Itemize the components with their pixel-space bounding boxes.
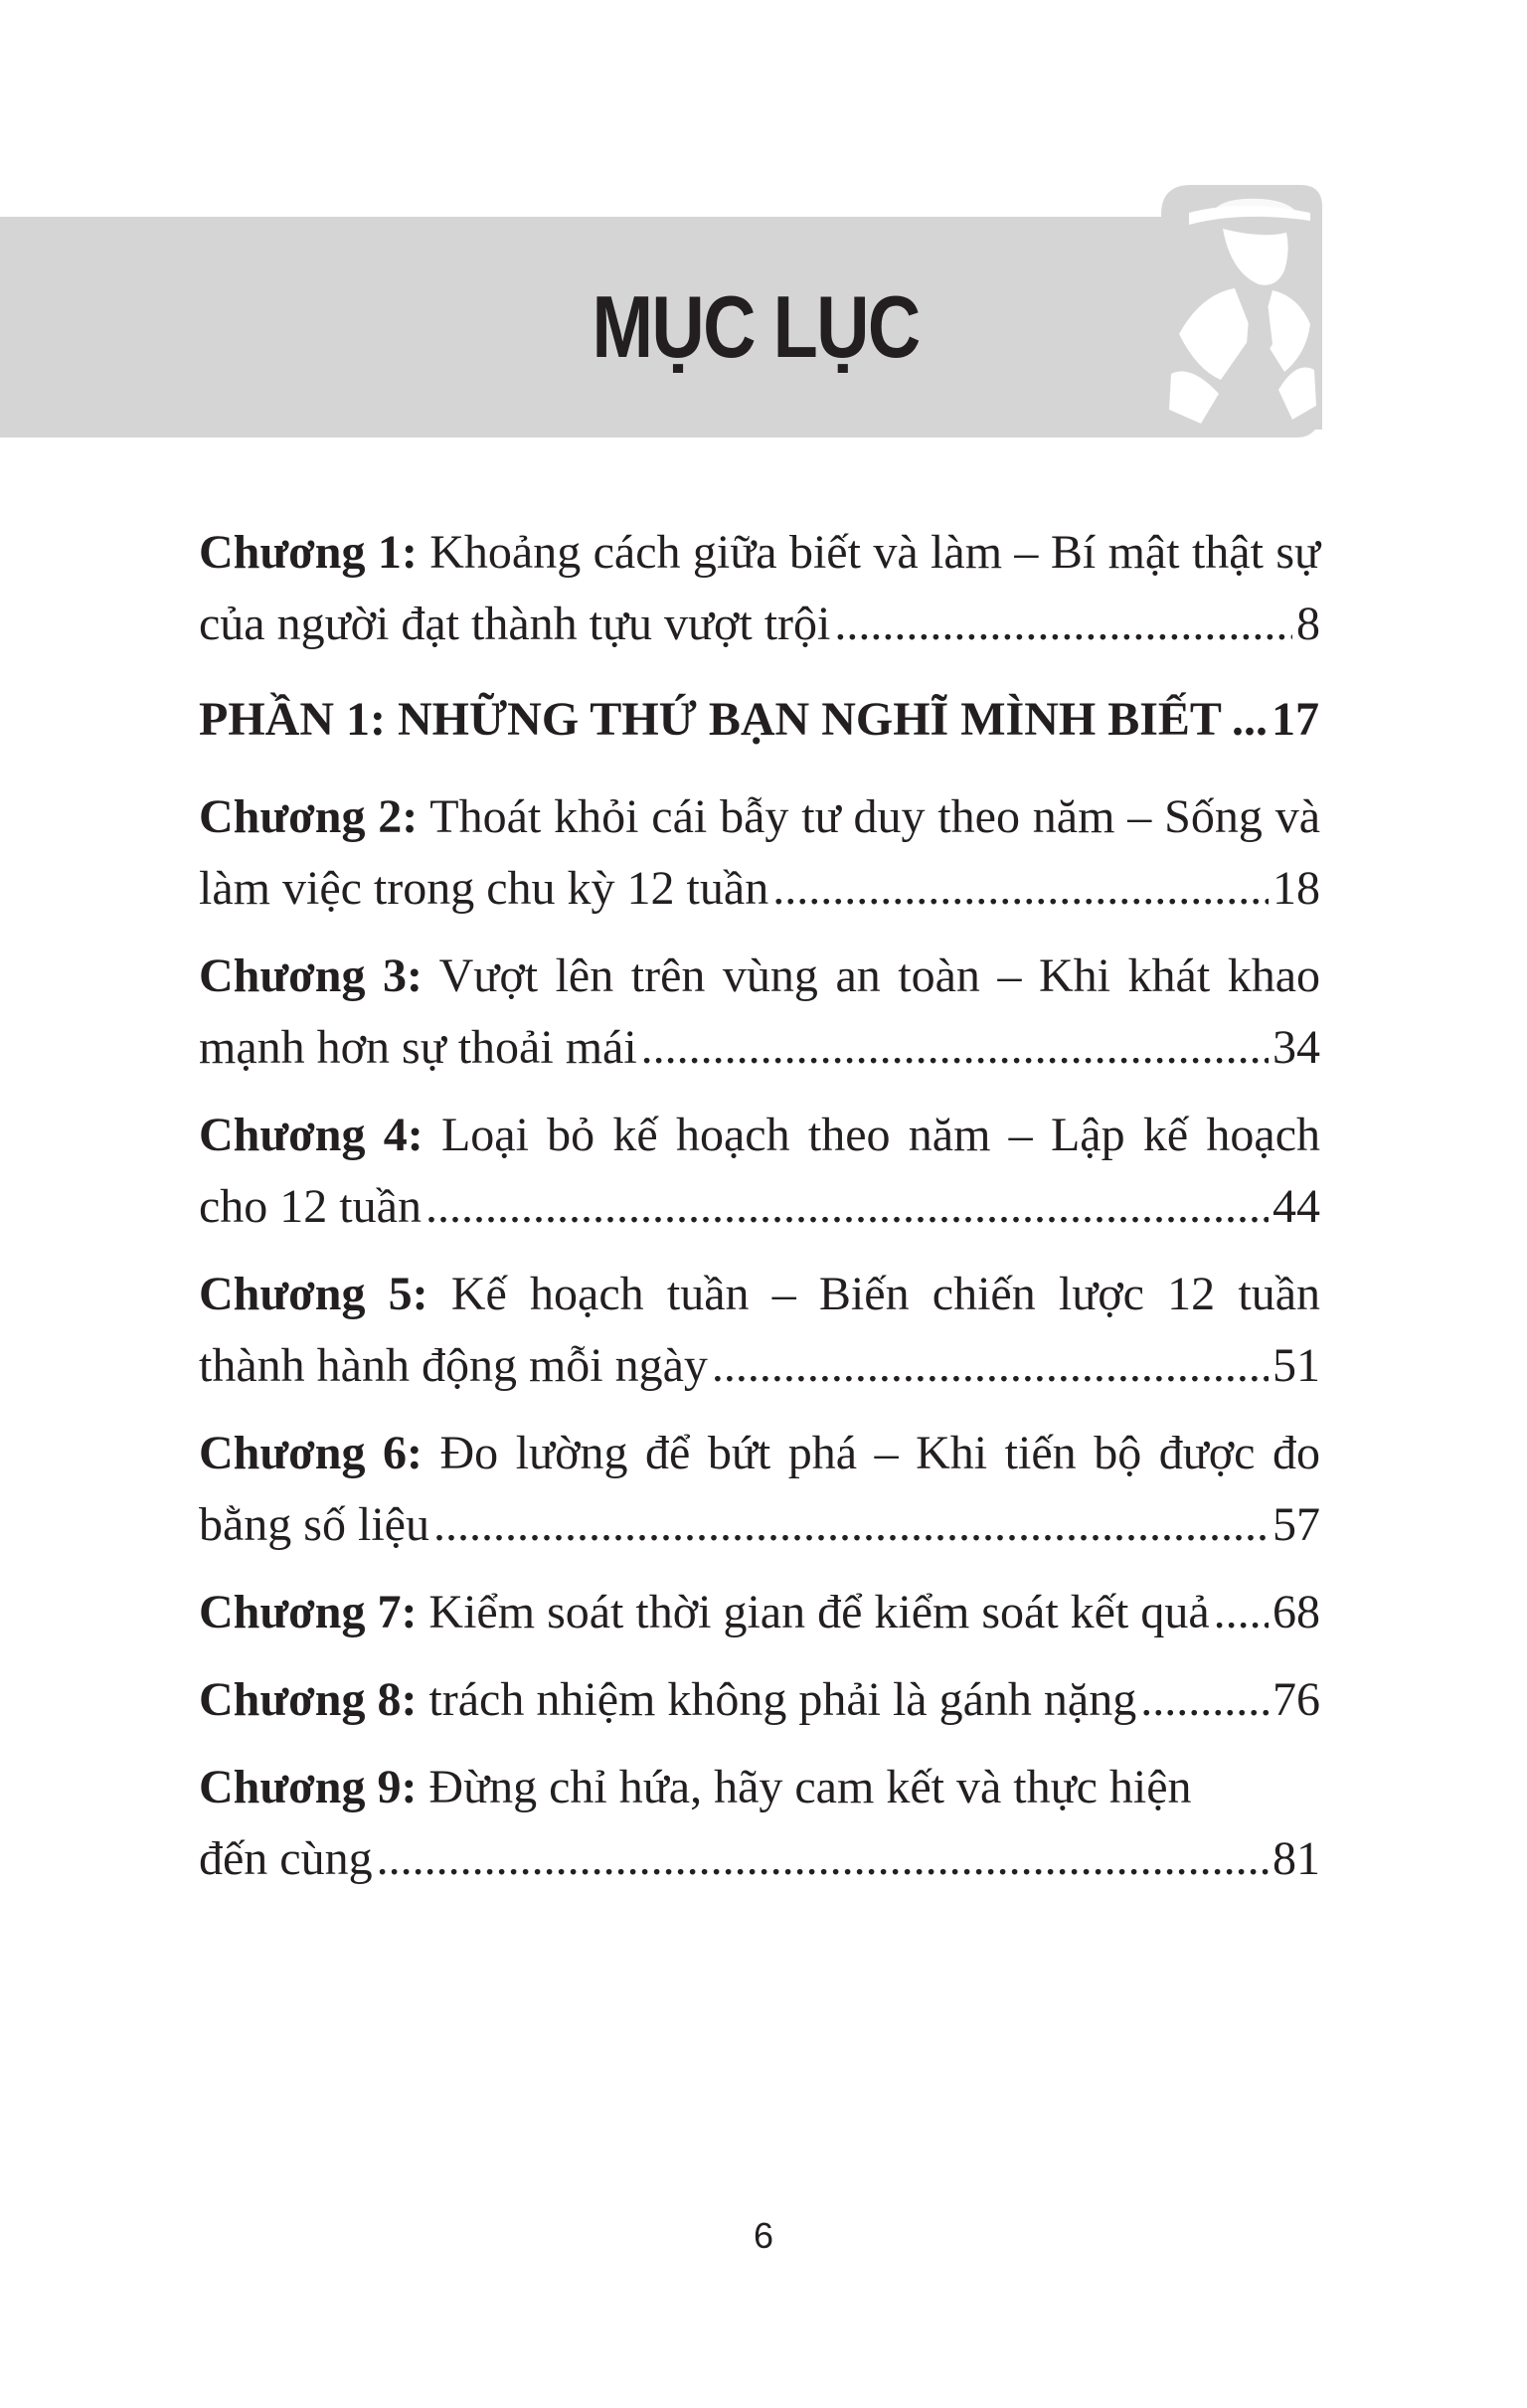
- page-number: 8: [1296, 598, 1320, 650]
- page-number: 68: [1272, 1586, 1320, 1638]
- toc-entry-chapter-6[interactable]: [199, 1418, 1320, 1561]
- toc-entry-chapter-5[interactable]: [199, 1259, 1320, 1402]
- leader-dots: ...: [1231, 693, 1268, 746]
- chapter-title-line2: bằng số liệu: [199, 1498, 429, 1551]
- chapter-title-line1: Đo lường để bứt phá – Khi tiến bộ được đo: [439, 1427, 1320, 1479]
- chapter-title: trách nhiệm không phải là gánh nặng: [428, 1673, 1137, 1726]
- chapter-title-line1: Kế hoạch tuần – Biến chiến lược 12 tuần: [450, 1268, 1321, 1320]
- page-number: 81: [1272, 1832, 1320, 1885]
- page-number: 17: [1271, 693, 1319, 746]
- toc-entry-chapter-7[interactable]: [199, 1577, 1320, 1648]
- toc-entry-chapter-3[interactable]: [199, 941, 1320, 1084]
- page-number: 18: [1272, 862, 1320, 915]
- chapter-label: Chương 6:: [199, 1427, 423, 1479]
- title-banner: [0, 217, 1320, 437]
- toc-entry-chapter-4[interactable]: [199, 1100, 1320, 1243]
- chapter-label: Chương 2:: [199, 790, 419, 843]
- page-number: 57: [1272, 1498, 1320, 1551]
- chapter-title-line1: Thoát khỏi cái bẫy tư duy theo năm – Sống và: [429, 790, 1321, 843]
- leader-dots: [834, 589, 1292, 660]
- page-footer-number: 6: [753, 2215, 774, 2256]
- chapter-title-line2: đến cùng: [199, 1832, 373, 1885]
- toc-entry-chapter-9[interactable]: [199, 1752, 1320, 1895]
- chapter-title-line1: Vượt lên trên vùng an toàn – Khi khát khao: [438, 949, 1321, 1002]
- leader-dots: [1140, 1664, 1269, 1736]
- page-number: 34: [1272, 1021, 1320, 1074]
- chapter-label: Chương 7:: [199, 1586, 418, 1638]
- page-title: MỤC LỤC: [592, 277, 920, 376]
- chapter-title-line1: Loại bỏ kế hoạch theo năm – Lập kế hoạch: [440, 1109, 1321, 1161]
- chapter-title-line2: làm việc trong chu kỳ 12 tuần: [199, 862, 769, 915]
- page-number: 76: [1272, 1673, 1320, 1726]
- leader-dots: [1214, 1577, 1269, 1648]
- businessman-silhouette-icon: [1161, 185, 1322, 430]
- chapter-label: Chương 3:: [199, 949, 423, 1002]
- table-of-contents: [199, 517, 1320, 1911]
- chapter-title-line1: Khoảng cách giữa biết và làm – Bí mật thật sự: [429, 526, 1321, 579]
- part-title: PHẦN 1: NHỮNG THỨ BẠN NGHĨ MÌNH BIẾT: [199, 693, 1222, 746]
- leader-dots: [641, 1012, 1269, 1084]
- toc-entry-chapter-2[interactable]: [199, 781, 1320, 925]
- toc-entry-chapter-8[interactable]: [199, 1664, 1320, 1736]
- leader-dots: [712, 1330, 1269, 1402]
- chapter-title-line2: của người đạt thành tựu vượt trội: [199, 598, 831, 650]
- chapter-title: Kiểm soát thời gian để kiểm soát kết quả: [428, 1586, 1210, 1638]
- chapter-label: Chương 8:: [199, 1673, 418, 1726]
- chapter-title-line2: mạnh hơn sự thoải mái: [199, 1021, 637, 1074]
- chapter-label: Chương 1:: [199, 526, 418, 579]
- leader-dots: [772, 853, 1269, 925]
- page-number: 44: [1272, 1180, 1320, 1233]
- toc-entry-chapter-1[interactable]: [199, 517, 1320, 660]
- chapter-label: Chương 9:: [199, 1761, 418, 1813]
- leader-dots: [425, 1171, 1269, 1243]
- chapter-label: Chương 4:: [199, 1109, 424, 1161]
- chapter-label: Chương 5:: [199, 1268, 428, 1320]
- chapter-title-line1: Đừng chỉ hứa, hãy cam kết và thực hiện: [428, 1761, 1192, 1813]
- chapter-title-line2: thành hành động mỗi ngày: [199, 1339, 708, 1392]
- leader-dots: [433, 1489, 1269, 1561]
- chapter-title-line2: cho 12 tuần: [199, 1180, 422, 1233]
- page-number: 51: [1272, 1339, 1320, 1392]
- leader-dots: [377, 1823, 1269, 1895]
- toc-entry-part-1[interactable]: [199, 684, 1320, 756]
